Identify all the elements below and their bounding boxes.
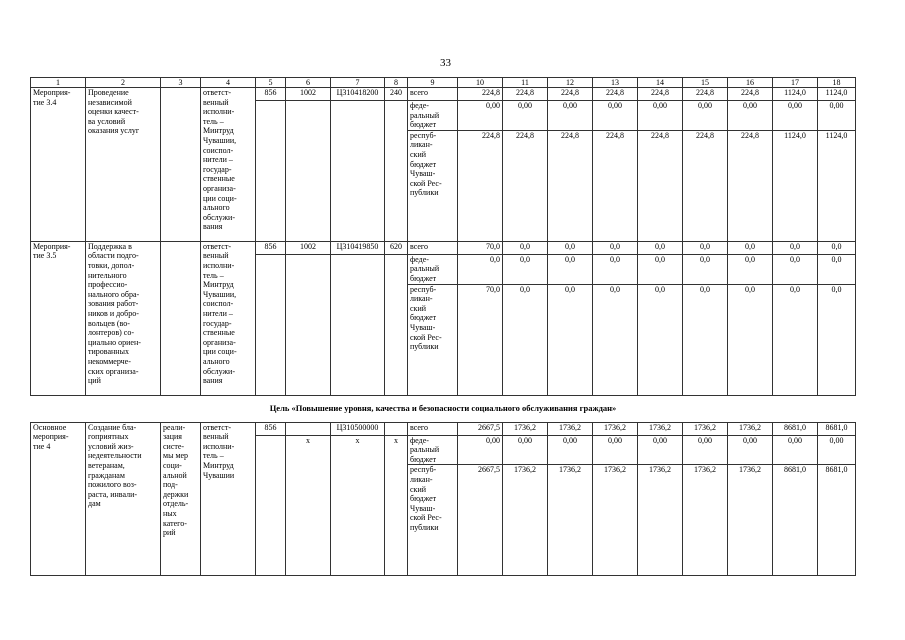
funding-source-cell: респуб- ликан- ский бюджет Чуваш- ской Рес- публики — [408, 130, 458, 241]
amount-cell: 1124,0 — [773, 88, 818, 101]
amount-cell: 0,0 — [728, 241, 773, 254]
amount-cell: 1124,0 — [818, 130, 856, 241]
event-title-cell: Создание бла- гоприятных условий жиз- недеятельности ветеранам, гражданам пожилого воз- раста, инвали- дам — [86, 422, 161, 576]
amount-cell: 0,0 — [683, 254, 728, 284]
amount-cell: 70,0 — [458, 284, 503, 395]
column-number-cell: 17 — [773, 78, 818, 88]
amount-cell: 0,00 — [683, 101, 728, 131]
amount-cell: 0,0 — [683, 241, 728, 254]
amount-cell: 0,0 — [728, 284, 773, 395]
amount-cell: 0,00 — [683, 435, 728, 465]
amount-cell: 1736,2 — [593, 465, 638, 576]
amount-cell: 1736,2 — [638, 422, 683, 435]
amount-cell: 0,0 — [593, 254, 638, 284]
amount-cell: 0,00 — [773, 435, 818, 465]
amount-cell: 224,8 — [683, 130, 728, 241]
amount-cell: 1736,2 — [548, 465, 593, 576]
funding-source-cell: респуб- ликан- ский бюджет Чуваш- ской Рес- публики — [408, 465, 458, 576]
participants-cell: реали- зация систе- мы мер соци- альной под- держки отдель- ных катего- рий — [161, 422, 201, 576]
csr-code-cell: Ц310500000 — [331, 422, 385, 435]
event-title-cell: Поддержка в области подго- товки, допол- нительного профессио- нального обра- зования работ- ников и добро- вольцев (во- лонтеров) со- циально ориен- тированных некоммерче- ских организа- ций — [86, 241, 161, 395]
grbs-code-cell — [256, 435, 286, 576]
column-number-cell: 8 — [385, 78, 408, 88]
rzpr-code-cell: x — [286, 435, 331, 576]
amount-cell: 224,8 — [683, 88, 728, 101]
event-title-cell: Проведение независимой оценки качест- ва условий оказания услуг — [86, 88, 161, 242]
amount-cell: 0,0 — [773, 284, 818, 395]
amount-cell: 0,00 — [818, 435, 856, 465]
amount-cell: 0,00 — [818, 101, 856, 131]
amount-cell: 0,0 — [503, 254, 548, 284]
vr-code-cell — [385, 422, 408, 435]
grbs-code-cell: 856 — [256, 88, 286, 101]
amount-cell: 8681,0 — [818, 422, 856, 435]
amount-cell: 8681,0 — [773, 422, 818, 435]
rzpr-code-cell — [286, 422, 331, 435]
csr-code-cell: Ц310419850 — [331, 241, 385, 254]
table-row — [31, 88, 856, 101]
amount-cell: 0,0 — [548, 254, 593, 284]
rzpr-code-cell — [286, 101, 331, 242]
amount-cell: 224,8 — [503, 130, 548, 241]
amount-cell: 0,00 — [548, 101, 593, 131]
page-number: 33 — [440, 57, 451, 69]
amount-cell: 0,00 — [548, 435, 593, 465]
column-number-cell: 1 — [31, 78, 86, 88]
amount-cell: 1124,0 — [818, 88, 856, 101]
amount-cell: 224,8 — [728, 88, 773, 101]
column-number-cell: 5 — [256, 78, 286, 88]
grbs-code-cell: 856 — [256, 241, 286, 254]
rzpr-code-cell: 1002 — [286, 88, 331, 101]
amount-cell: 1736,2 — [593, 422, 638, 435]
rzpr-code-cell: 1002 — [286, 241, 331, 254]
amount-cell: 0,0 — [728, 254, 773, 284]
table-row — [31, 241, 856, 254]
vr-code-cell: 620 — [385, 241, 408, 254]
amount-cell: 0,0 — [548, 284, 593, 395]
amount-cell: 0,00 — [773, 101, 818, 131]
amount-cell: 0,0 — [683, 284, 728, 395]
column-number-cell: 15 — [683, 78, 728, 88]
amount-cell: 0,0 — [638, 241, 683, 254]
amount-cell: 0,0 — [458, 254, 503, 284]
amount-cell: 0,0 — [638, 254, 683, 284]
participants-cell — [161, 241, 201, 395]
amount-cell: 1736,2 — [503, 422, 548, 435]
amount-cell: 224,8 — [593, 88, 638, 101]
amount-cell: 1736,2 — [683, 422, 728, 435]
column-number-cell: 16 — [728, 78, 773, 88]
amount-cell: 224,8 — [728, 130, 773, 241]
funding-source-cell: респуб- ликан- ский бюджет Чуваш- ской Рес- публики — [408, 284, 458, 395]
vr-code-cell: x — [385, 435, 408, 576]
amount-cell: 0,0 — [818, 254, 856, 284]
amount-cell: 1736,2 — [503, 465, 548, 576]
column-number-row — [31, 78, 856, 88]
funding-source-cell: всего — [408, 88, 458, 101]
participants-cell — [161, 88, 201, 242]
grbs-code-cell — [256, 254, 286, 395]
amount-cell: 0,00 — [728, 435, 773, 465]
amount-cell: 0,00 — [458, 435, 503, 465]
amount-cell: 0,0 — [818, 241, 856, 254]
funding-source-cell: всего — [408, 241, 458, 254]
amount-cell: 8681,0 — [773, 465, 818, 576]
amount-cell: 0,00 — [593, 435, 638, 465]
amount-cell: 224,8 — [638, 88, 683, 101]
amount-cell: 0,00 — [458, 101, 503, 131]
csr-code-cell — [331, 101, 385, 242]
table-row — [31, 422, 856, 435]
column-number-cell: 3 — [161, 78, 201, 88]
amount-cell: 0,0 — [503, 241, 548, 254]
event-name-cell: Основное мероприя- тие 4 — [31, 422, 86, 576]
amount-cell: 2667,5 — [458, 422, 503, 435]
amount-cell: 0,00 — [503, 435, 548, 465]
amount-cell: 1736,2 — [638, 465, 683, 576]
csr-code-cell: Ц310418200 — [331, 88, 385, 101]
amount-cell: 2667,5 — [458, 465, 503, 576]
funding-source-cell: феде- ральный бюджет — [408, 254, 458, 284]
amount-cell: 0,0 — [593, 284, 638, 395]
column-number-cell: 7 — [331, 78, 385, 88]
funding-source-cell: феде- ральный бюджет — [408, 101, 458, 131]
column-number-cell: 14 — [638, 78, 683, 88]
column-number-cell: 13 — [593, 78, 638, 88]
amount-cell: 0,00 — [638, 435, 683, 465]
amount-cell: 0,0 — [548, 241, 593, 254]
event-name-cell: Мероприя- тие 3.5 — [31, 241, 86, 395]
column-number-cell: 6 — [286, 78, 331, 88]
amount-cell: 0,0 — [773, 241, 818, 254]
column-number-cell: 9 — [408, 78, 458, 88]
amount-cell: 0,0 — [818, 284, 856, 395]
responsible-cell: ответст- венный исполни- тель – Минтруд Чувашии — [201, 422, 256, 576]
column-number-cell: 18 — [818, 78, 856, 88]
goal-row — [31, 395, 856, 422]
vr-code-cell — [385, 101, 408, 242]
amount-cell: 0,00 — [638, 101, 683, 131]
responsible-cell: ответст- венный исполни- тель – Минтруд Чувашии, соиспол- нители – государ- ственные организа- ции соци- ального обслужи- вания — [201, 88, 256, 242]
grbs-code-cell: 856 — [256, 422, 286, 435]
vr-code-cell — [385, 254, 408, 395]
amount-cell: 0,0 — [773, 254, 818, 284]
amount-cell: 1124,0 — [773, 130, 818, 241]
amount-cell: 1736,2 — [728, 422, 773, 435]
amount-cell: 0,0 — [593, 241, 638, 254]
amount-cell: 1736,2 — [683, 465, 728, 576]
amount-cell: 0,00 — [593, 101, 638, 131]
amount-cell: 224,8 — [548, 88, 593, 101]
vr-code-cell: 240 — [385, 88, 408, 101]
csr-code-cell: x — [331, 435, 385, 576]
budget-table — [30, 77, 856, 576]
amount-cell: 0,0 — [638, 284, 683, 395]
amount-cell: 1736,2 — [548, 422, 593, 435]
funding-source-cell: феде- ральный бюджет — [408, 435, 458, 465]
amount-cell: 0,00 — [728, 101, 773, 131]
column-number-cell: 11 — [503, 78, 548, 88]
column-number-cell: 2 — [86, 78, 161, 88]
column-number-cell: 10 — [458, 78, 503, 88]
responsible-cell: ответст- венный исполни- тель – Минтруд Чувашии, соиспол- нители – государ- ственные организа- ции соци- ального обслужи- вания — [201, 241, 256, 395]
amount-cell: 70,0 — [458, 241, 503, 254]
csr-code-cell — [331, 254, 385, 395]
amount-cell: 0,00 — [503, 101, 548, 131]
funding-source-cell: всего — [408, 422, 458, 435]
amount-cell: 0,0 — [503, 284, 548, 395]
amount-cell: 8681,0 — [818, 465, 856, 576]
amount-cell: 224,8 — [458, 88, 503, 101]
amount-cell: 224,8 — [458, 130, 503, 241]
amount-cell: 224,8 — [503, 88, 548, 101]
event-name-cell: Мероприя- тие 3.4 — [31, 88, 86, 242]
amount-cell: 224,8 — [548, 130, 593, 241]
amount-cell: 224,8 — [593, 130, 638, 241]
amount-cell: 1736,2 — [728, 465, 773, 576]
amount-cell: 224,8 — [638, 130, 683, 241]
grbs-code-cell — [256, 101, 286, 242]
goal-heading: Цель «Повышение уровня, качества и безопасности социального обслуживания граждан» — [31, 395, 856, 422]
rzpr-code-cell — [286, 254, 331, 395]
column-number-cell: 4 — [201, 78, 256, 88]
column-number-cell: 12 — [548, 78, 593, 88]
